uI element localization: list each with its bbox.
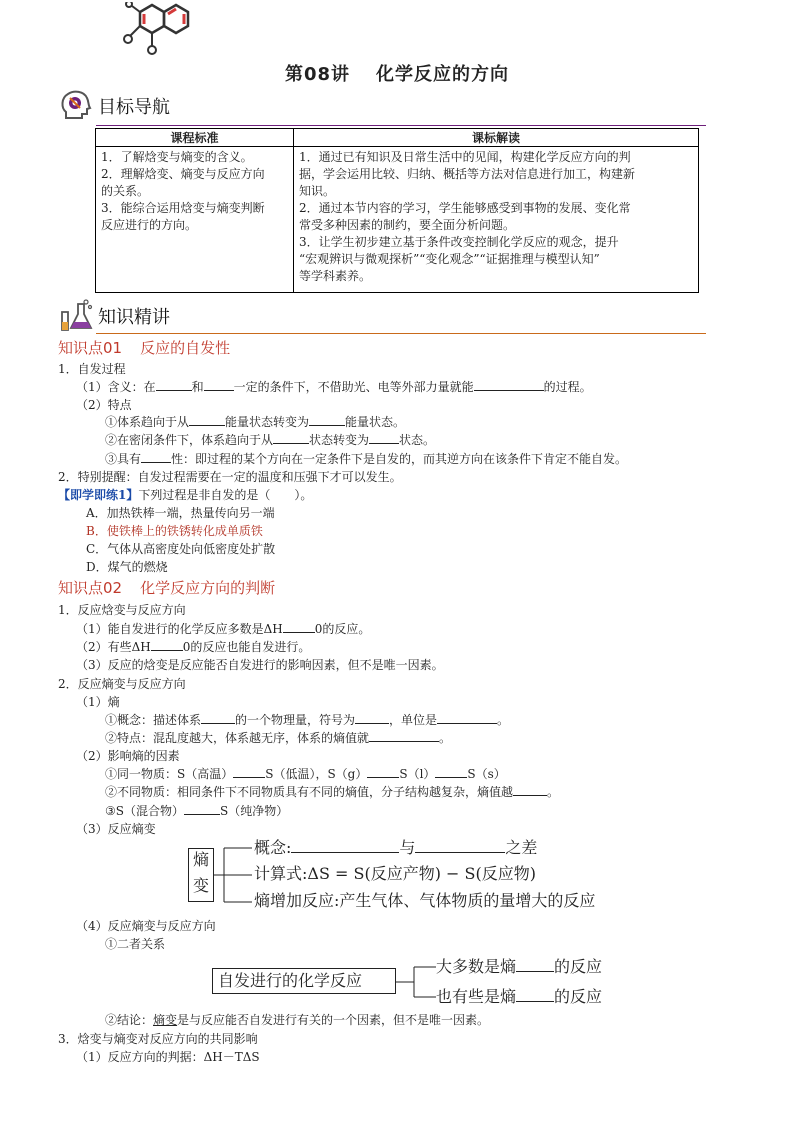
- table-header-cell: 课标解读: [294, 129, 699, 147]
- entropy-change-diagram: [188, 836, 638, 916]
- page-title: [0, 60, 794, 86]
- lecture-title: 化学反应的方向: [376, 64, 510, 85]
- interpretation-line: 3．让学生初步建立基于条件改变控制化学反应的观念，提升: [299, 235, 619, 249]
- fill-blank[interactable]: [355, 712, 389, 724]
- option-b: B．使铁棒上的铁锈转化成单质铁: [86, 524, 263, 538]
- text-line: ③S（混合物） S（纯净物）: [105, 804, 289, 818]
- standard-line: 1．了解焓变与熵变的含义。: [101, 150, 253, 164]
- text-line: ②在密闭条件下，体系趋向于从 状态转变为 状态。: [105, 433, 436, 447]
- section-knowledge-divider: [96, 333, 706, 334]
- fill-blank[interactable]: [156, 379, 192, 391]
- text-line: 1．自发过程: [58, 362, 126, 376]
- section-goals-title: 目标导航: [98, 97, 170, 118]
- fill-blank[interactable]: [273, 432, 309, 444]
- interpretation-line: 据，学会运用比较、归纳、概括等方法对信息进行加工，构建新: [299, 167, 636, 181]
- section-goals-divider: [96, 125, 706, 126]
- fill-blank[interactable]: [233, 766, 265, 778]
- fill-blank[interactable]: [415, 837, 505, 853]
- text-line: 3．焓变与熵变对反应方向的共同影响: [58, 1032, 258, 1046]
- standard-line: 2．理解焓变、熵变与反应方向: [101, 167, 265, 181]
- standard-line: 3．能综合运用焓变与熵变判断: [101, 201, 265, 215]
- entropy-increase-row: 熵增加反应:产生气体、气体物质的量增大的反应: [254, 891, 596, 910]
- text-line: ②特点：混乱度越大，体系越无序，体系的熵值就 。: [105, 731, 452, 745]
- text-line: （1）反应方向的判据：ΔH－TΔS: [76, 1050, 260, 1064]
- fill-blank[interactable]: [369, 730, 439, 742]
- fill-blank[interactable]: [201, 712, 235, 724]
- text-line: （2）影响熵的因素: [76, 749, 180, 763]
- head-gear-icon: [58, 88, 94, 124]
- interpretation-line: 1．通过已有知识及日常生活中的见闻，构建化学反应方向的判: [299, 150, 631, 164]
- fill-blank[interactable]: [369, 432, 399, 444]
- section-goals-header: [58, 88, 170, 124]
- lecture-number: 第08讲: [284, 64, 351, 85]
- table-row: [96, 147, 699, 293]
- fill-blank[interactable]: [474, 379, 544, 391]
- fill-blank[interactable]: [435, 766, 467, 778]
- fill-blank[interactable]: [189, 414, 225, 426]
- text-line: （1）熵: [76, 695, 120, 709]
- fill-blank[interactable]: [437, 712, 497, 724]
- bracket-connector: [396, 953, 436, 1011]
- kp1-label: 知识点01: [58, 339, 123, 357]
- text-line: （2）有些ΔH 0的反应也能自发进行。: [76, 640, 311, 654]
- entropy-formula-row: 计算式:ΔS = S(反应产物) − S(反应物): [254, 864, 536, 883]
- spontaneous-row-1: 大多数是熵 的反应: [436, 957, 603, 976]
- underlined-term: 熵变: [153, 1013, 178, 1027]
- text-line: （2）特点: [76, 398, 132, 412]
- text-line: 1．反应焓变与反应方向: [58, 603, 186, 617]
- fill-blank[interactable]: [291, 837, 399, 853]
- fill-blank[interactable]: [367, 766, 399, 778]
- spontaneous-reaction-diagram: [212, 953, 642, 1011]
- molecule-logo-icon: [118, 2, 196, 62]
- spontaneous-row-2: 也有些是熵 的反应: [436, 987, 603, 1006]
- text-line: （3）反应的焓变是反应能否自发进行的影响因素，但不是唯一因素。: [76, 658, 444, 672]
- text-line: （3）反应熵变: [76, 822, 156, 836]
- fill-blank[interactable]: [513, 784, 547, 796]
- text-line: 2．反应熵变与反应方向: [58, 677, 186, 691]
- exercise-question: 【即学即练1】下列过程是非自发的是（ ）。: [58, 488, 313, 502]
- interpretation-line: “宏观辨识与微观探析”“变化观念”“证据推理与模型认知”: [299, 252, 600, 266]
- bracket-connector: [214, 836, 254, 916]
- text-line: （1）能自发进行的化学反应多数是ΔH 0的反应。: [76, 622, 371, 636]
- kp1-title: 反应的自发性: [140, 339, 231, 357]
- text-line: ①同一物质：S（高温） S（低温），S（g） S（l） S（s）: [105, 767, 506, 781]
- flask-icon: [58, 298, 94, 334]
- spontaneous-box-label: 自发进行的化学反应: [218, 971, 363, 990]
- fill-blank[interactable]: [141, 451, 171, 463]
- kp2-heading: [58, 577, 275, 599]
- standard-line: 反应进行的方向。: [101, 218, 198, 232]
- table-header-cell: 课程标准: [96, 129, 294, 147]
- text-line: ①二者关系: [105, 937, 166, 951]
- option-d: D．煤气的燃烧: [86, 560, 168, 574]
- entropy-concept-row: 概念: 与 之差: [254, 838, 538, 857]
- standard-line: 的关系。: [101, 184, 150, 198]
- text-line: ①体系趋向于从 能量状态转变为 能量状态。: [105, 415, 406, 429]
- fill-blank[interactable]: [516, 956, 554, 972]
- text-line: ②不同物质：相同条件下不同物质具有不同的熵值，分子结构越复杂，熵值越 。: [105, 785, 560, 799]
- exercise-tag: 【即学即练1】: [58, 488, 139, 502]
- text-line: ①概念：描述体系 的一个物理量，符号为 ，单位是 。: [105, 713, 510, 727]
- entropy-box-char: 变: [193, 876, 210, 895]
- kp1-heading: [58, 337, 230, 359]
- option-c: C．气体从高密度处向低密度处扩散: [86, 542, 276, 556]
- interpretation-line: 等学科素养。: [299, 269, 372, 283]
- section-knowledge-title: 知识精讲: [98, 307, 170, 328]
- text-line: （1）含义：在 和 一定的条件下，不借助光、电等外部力量就能 的过程。: [76, 380, 592, 394]
- entropy-box-char: 熵: [193, 850, 210, 869]
- fill-blank[interactable]: [309, 414, 345, 426]
- standards-table: [95, 128, 699, 293]
- interpretation-line: 知识。: [299, 184, 336, 198]
- interpretation-line: 常受多种因素的制约，要全面分析问题。: [299, 218, 516, 232]
- text-line: ③具有 性：即过程的某个方向在一定条件下是自发的，而其逆方向在该条件下肯定不能自发。: [105, 452, 628, 466]
- kp2-title: 化学反应方向的判断: [140, 579, 276, 597]
- table-cell-standards: [96, 147, 294, 293]
- text-line: ②结论：熵变是与反应能否自发进行有关的一个因素，但不是唯一因素。: [105, 1013, 490, 1027]
- fill-blank[interactable]: [283, 621, 315, 633]
- table-cell-interpretation: [294, 147, 699, 293]
- fill-blank[interactable]: [204, 379, 234, 391]
- fill-blank[interactable]: [151, 639, 183, 651]
- kp2-label: 知识点02: [58, 579, 123, 597]
- option-a: A．加热铁棒一端，热量传向另一端: [86, 506, 275, 520]
- section-knowledge-header: [58, 298, 170, 334]
- fill-blank[interactable]: [184, 803, 220, 815]
- interpretation-line: 2．通过本节内容的学习，学生能够感受到事物的发展、变化常: [299, 201, 631, 215]
- fill-blank[interactable]: [516, 986, 554, 1002]
- text-line: （4）反应熵变与反应方向: [76, 919, 216, 933]
- table-header-row: [96, 129, 699, 147]
- text-line: 2．特别提醒：自发过程需要在一定的温度和压强下才可以发生。: [58, 470, 402, 484]
